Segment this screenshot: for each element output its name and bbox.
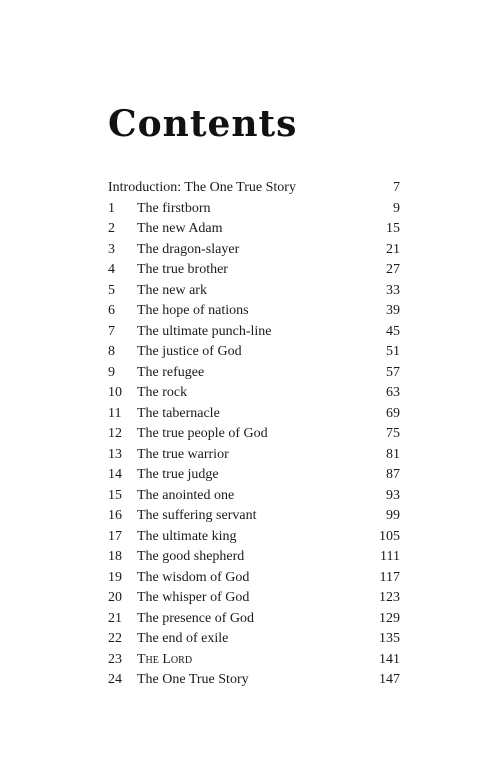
chapter-title: The ultimate king <box>137 528 237 544</box>
chapter-title: The good shepherd <box>137 549 245 564</box>
chapter-page-number: 21 <box>386 241 400 257</box>
chapter-title: The end of exile <box>137 631 229 646</box>
chapter-title: The ultimate punch-line <box>137 323 272 339</box>
chapter-title: The true warrior <box>137 446 229 462</box>
chapter-number: 23 <box>108 651 122 667</box>
chapter-page-number: 63 <box>386 385 400 400</box>
chapter-page-number: 39 <box>386 303 400 318</box>
chapter-title: The new Adam <box>137 221 223 236</box>
chapter-title: The anointed one <box>137 487 235 503</box>
chapter-number: 10 <box>108 385 122 400</box>
chapter-number: 3 <box>108 241 115 257</box>
chapter-number: 11 <box>108 405 122 421</box>
chapter-title: The true judge <box>137 467 219 482</box>
chapter-page-number: 123 <box>379 590 400 605</box>
toc-chapter-row <box>108 383 400 404</box>
chapter-page-number: 87 <box>386 467 400 482</box>
chapter-title: The Lord <box>137 651 193 667</box>
chapter-number: 14 <box>108 467 122 482</box>
chapter-page-number: 141 <box>379 651 400 667</box>
chapter-page-number: 129 <box>379 610 400 626</box>
chapter-number: 22 <box>108 631 122 646</box>
chapter-title: The whisper of God <box>137 590 250 605</box>
toc-chapter-row <box>108 629 400 650</box>
chapter-title: The suffering servant <box>137 508 257 523</box>
chapter-number: 12 <box>108 426 122 441</box>
chapter-number: 17 <box>108 528 122 544</box>
chapter-number: 21 <box>108 610 122 626</box>
chapter-title: The new ark <box>137 282 207 298</box>
chapter-title: The true people of God <box>137 426 268 441</box>
toc-chapter-row <box>108 670 400 691</box>
chapter-page-number: 117 <box>379 569 400 585</box>
chapter-title: The true brother <box>137 262 228 277</box>
chapter-number: 4 <box>108 262 115 277</box>
toc-intro-page: 7 <box>393 180 400 195</box>
chapter-title: The hope of nations <box>137 303 249 318</box>
chapter-title: The firstborn <box>137 200 211 216</box>
toc-chapter-row <box>108 506 400 527</box>
chapter-title: The tabernacle <box>137 405 220 421</box>
chapter-number: 1 <box>108 200 115 216</box>
chapter-title: The justice of God <box>137 344 242 359</box>
toc-chapter-row <box>108 465 400 486</box>
toc-chapter-row <box>108 609 400 630</box>
chapter-title: The rock <box>137 385 188 400</box>
chapter-page-number: 93 <box>386 487 400 503</box>
chapter-page-number: 135 <box>379 631 400 646</box>
toc-chapter-row <box>108 301 400 322</box>
page-title: Contents <box>108 103 298 145</box>
chapter-number: 9 <box>108 364 115 380</box>
chapter-page-number: 111 <box>380 549 400 564</box>
chapter-page-number: 45 <box>386 323 400 339</box>
chapter-page-number: 57 <box>386 364 400 380</box>
chapter-number: 20 <box>108 590 122 605</box>
chapter-page-number: 15 <box>386 221 400 236</box>
chapter-number: 19 <box>108 569 122 585</box>
table-of-contents <box>108 178 400 691</box>
chapter-page-number: 33 <box>386 282 400 298</box>
toc-chapter-row <box>108 342 400 363</box>
toc-chapter-row <box>108 588 400 609</box>
chapter-title: The presence of God <box>137 610 255 626</box>
chapter-page-number: 9 <box>393 200 400 216</box>
toc-chapter-row <box>108 240 400 261</box>
chapter-title: The One True Story <box>137 672 249 687</box>
chapter-page-number: 99 <box>386 508 400 523</box>
chapter-page-number: 51 <box>386 344 400 359</box>
toc-chapter-row <box>108 527 400 548</box>
toc-chapter-row <box>108 281 400 302</box>
chapter-number: 13 <box>108 446 122 462</box>
chapter-page-number: 69 <box>386 405 400 421</box>
toc-chapter-row <box>108 260 400 281</box>
toc-chapter-row <box>108 322 400 343</box>
chapter-title: The refugee <box>137 364 205 380</box>
toc-chapter-row <box>108 486 400 507</box>
chapter-number: 7 <box>108 323 115 339</box>
chapter-list <box>108 199 400 691</box>
toc-chapter-row <box>108 404 400 425</box>
toc-chapter-row <box>108 199 400 220</box>
chapter-number: 18 <box>108 549 122 564</box>
chapter-number: 8 <box>108 344 115 359</box>
chapter-number: 15 <box>108 487 122 503</box>
toc-chapter-row <box>108 445 400 466</box>
chapter-number: 2 <box>108 221 115 236</box>
chapter-page-number: 27 <box>386 262 400 277</box>
chapter-page-number: 81 <box>386 446 400 462</box>
toc-chapter-row <box>108 650 400 671</box>
toc-intro-label: Introduction: The One True Story <box>108 180 296 195</box>
chapter-page-number: 105 <box>379 528 400 544</box>
chapter-number: 16 <box>108 508 122 523</box>
chapter-number: 24 <box>108 672 122 687</box>
toc-chapter-row <box>108 424 400 445</box>
chapter-title: The dragon-slayer <box>137 241 240 257</box>
chapter-page-number: 75 <box>386 426 400 441</box>
toc-chapter-row <box>108 568 400 589</box>
toc-chapter-row <box>108 363 400 384</box>
chapter-page-number: 147 <box>379 672 400 687</box>
toc-chapter-row <box>108 219 400 240</box>
chapter-title: The wisdom of God <box>137 569 250 585</box>
toc-intro-row <box>108 178 400 199</box>
chapter-number: 6 <box>108 303 115 318</box>
chapter-number: 5 <box>108 282 115 298</box>
toc-chapter-row <box>108 547 400 568</box>
